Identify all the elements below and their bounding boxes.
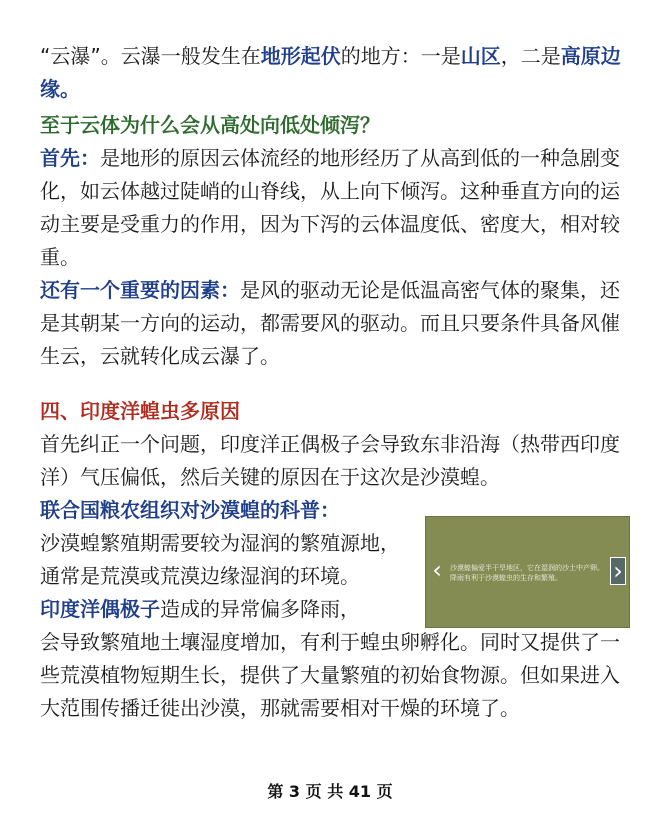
paragraph-correction: 首先纠正一个问题，印度洋正偶极子会导致东非沿海（热带西印度洋）气压偏低，然后关键的原因在于这次是沙漠蝗。: [40, 432, 620, 489]
paragraph-first-reason: [40, 142, 625, 274]
heading-why-cloud-falls: 至于云体为什么会从高处向低处倾泻？: [40, 113, 380, 137]
locust-image-slide: [425, 516, 630, 628]
document-page: [40, 40, 625, 725]
text: 造成的异常偏多降雨，: [160, 597, 360, 621]
text: 会导致繁殖地土壤湿度增加，有利于蝗虫卵孵化。同时又提供了一些荒漠植物短期生长，提供了大量繁殖的初始食物源。但如果进入大范围传播迁徙出沙漠，那就需要相对干燥的环境了。: [40, 630, 620, 720]
heading-locust-reasons: 四、印度洋蝗虫多原因: [40, 399, 240, 423]
text: 的地方：一是: [340, 44, 461, 68]
highlight-terrain: 地形起伏: [260, 44, 341, 68]
chevron-left-icon[interactable]: ‹: [432, 556, 442, 584]
paragraph-cloud-waterfall: [40, 40, 625, 106]
highlight-plateau: 高原边缘。: [40, 44, 621, 101]
label-important-factor: 还有一个重要的因素：: [40, 278, 240, 302]
paragraph-wind-factor: [40, 274, 625, 373]
text: 是风的驱动无论是低温高密气体的聚集，还是其朝某一方向的运动，都需要风的驱动。而且只要条件具备风催生云，云就转化成云瀑了。: [40, 278, 620, 368]
text: ，二是: [500, 44, 561, 68]
text: 是地形的原因云体流经的地形经历了从高到低的一种急剧变化，如云体越过陡峭的山脊线，从上向下倾泻。这种垂直方向的运动主要是受重力的作用，因为下泻的云体温度低、密度大，相对较重。: [40, 146, 620, 269]
text: “云瀑”。云瀑一般发生在: [40, 44, 261, 68]
page-number: 第 3 页 共 41 页: [267, 782, 393, 801]
heading-fao-science: 联合国粮农组织对沙漠蝗的科普：: [40, 498, 340, 522]
highlight-mountain: 山区: [460, 44, 501, 68]
chevron-right-icon[interactable]: ›: [610, 557, 626, 585]
highlight-iod: 印度洋偶极子: [40, 597, 160, 621]
label-first: 首先：: [40, 146, 100, 170]
paragraph-breeding: 沙漠蝗繁殖期需要较为湿润的繁殖源地，通常是荒漠或荒漠边缘湿润的环境。: [40, 531, 400, 588]
image-caption: 沙漠蝗偏爱半干旱地区，它在湿润的沙土中产卵。降雨有利于沙漠蝗虫的生存和繁殖。: [450, 564, 604, 582]
